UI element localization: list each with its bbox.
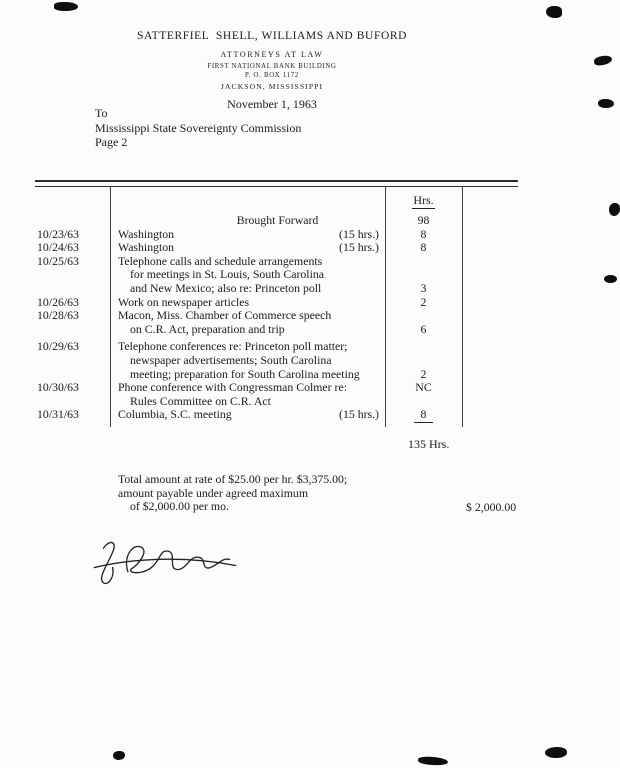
table-row [35, 340, 518, 381]
hours-column-header [385, 193, 462, 208]
duration-note: (15 hrs.) [339, 226, 379, 241]
hours-header-label: Hrs. [413, 193, 434, 207]
table-vertical-rule [110, 186, 111, 427]
table-vertical-rule [462, 186, 463, 427]
scan-artifact [546, 6, 562, 18]
scan-artifact [609, 203, 620, 216]
firm-name: SATTERFIEL SHELL, WILLIAMS AND BUFORD [136, 30, 408, 42]
addressee-block [95, 106, 301, 149]
scan-artifact [545, 747, 567, 758]
entry-hours: 6 [420, 321, 427, 336]
scan-artifact [113, 751, 125, 760]
billing-summary [118, 473, 347, 514]
summary-line-2: amount payable under agreed maximum [118, 485, 308, 500]
page-number: Page 2 [95, 135, 128, 149]
entry-hours: 2 [420, 294, 427, 309]
total-hours: 135 Hrs. [408, 437, 450, 451]
table-row [35, 241, 518, 255]
scan-artifact [604, 275, 617, 283]
table-row [35, 296, 518, 310]
amount-due: $ 2,000.00 [466, 500, 517, 514]
entry-description: Washington (15 hrs.) [110, 241, 385, 255]
table-row [35, 255, 518, 296]
letterhead-subtitle: ATTORNEYS AT LAW [220, 50, 324, 59]
letterhead [0, 30, 544, 112]
entry-description: Columbia, S.C. meeting (15 hrs.) [110, 408, 385, 422]
entry-description: Washington (15 hrs.) [110, 228, 385, 242]
entry-hours: 8 [420, 226, 427, 241]
billing-table [35, 186, 518, 427]
to-label: To [95, 106, 108, 120]
entry-date: 10/31/63 [37, 407, 79, 422]
letterhead-pobox: P. O. BOX 1172 [245, 72, 299, 79]
addressee-name: Mississippi State Sovereignty Commission [95, 121, 302, 135]
letterhead-city: JACKSON, MISSISSIPPI [220, 82, 324, 91]
entry-date: 10/24/63 [37, 240, 79, 255]
entry-description: Phone conference with Congressman Colmer re: Rules Committee on C.R. Act [118, 380, 347, 408]
scan-artifact [54, 2, 78, 11]
table-row [35, 214, 518, 228]
entry-description: Work on newspaper articles [118, 294, 250, 309]
entry-date: 10/28/63 [37, 308, 79, 323]
document-date: November 1, 1963 [227, 97, 317, 111]
signature [86, 536, 241, 592]
entry-hours: 8 [420, 240, 427, 255]
entry-description: Telephone calls and schedule arrangements for meetings in St. Louis, South Carolina and New Mexico; also re: Princeton poll [118, 253, 324, 295]
duration-note: (15 hrs.) [339, 240, 379, 255]
entry-date: 10/25/63 [37, 253, 79, 268]
entry-description: Macon, Miss. Chamber of Commerce speech on C.R. Act, preparation and trip [118, 308, 332, 336]
entry-date [35, 214, 110, 228]
entry-date: 10/30/63 [37, 380, 79, 395]
entry-hours: 3 [420, 280, 427, 295]
table-rows [35, 186, 518, 427]
table-row [35, 408, 518, 422]
table-row [35, 309, 518, 336]
entry-date: 10/26/63 [37, 294, 79, 309]
entry-hours: NC [415, 380, 432, 395]
entry-date: 10/23/63 [37, 226, 79, 241]
table-row [35, 381, 518, 408]
scan-artifact [598, 99, 614, 108]
entry-hours: 8 [385, 408, 462, 422]
entry-description: Brought Forward [236, 213, 319, 227]
entry-description: Telephone conferences re: Princeton poll matter; newspaper advertisements; South Carolina meeting; preparation for South Carolina meeting [118, 339, 360, 381]
entry-hours: 2 [420, 366, 427, 381]
scan-artifact [418, 756, 448, 766]
scan-artifact [593, 55, 612, 66]
entry-date: 10/29/63 [37, 339, 79, 354]
summary-line-3: of $2,000.00 per mo. [130, 499, 229, 514]
table-row [35, 228, 518, 242]
entry-hours: 98 [417, 213, 430, 227]
duration-note: (15 hrs.) [339, 407, 379, 422]
letterhead-building: FIRST NATIONAL BANK BUILDING [207, 63, 337, 70]
summary-line-1: Total amount at rate of $25.00 per hr. $3,375.00; [118, 472, 348, 486]
